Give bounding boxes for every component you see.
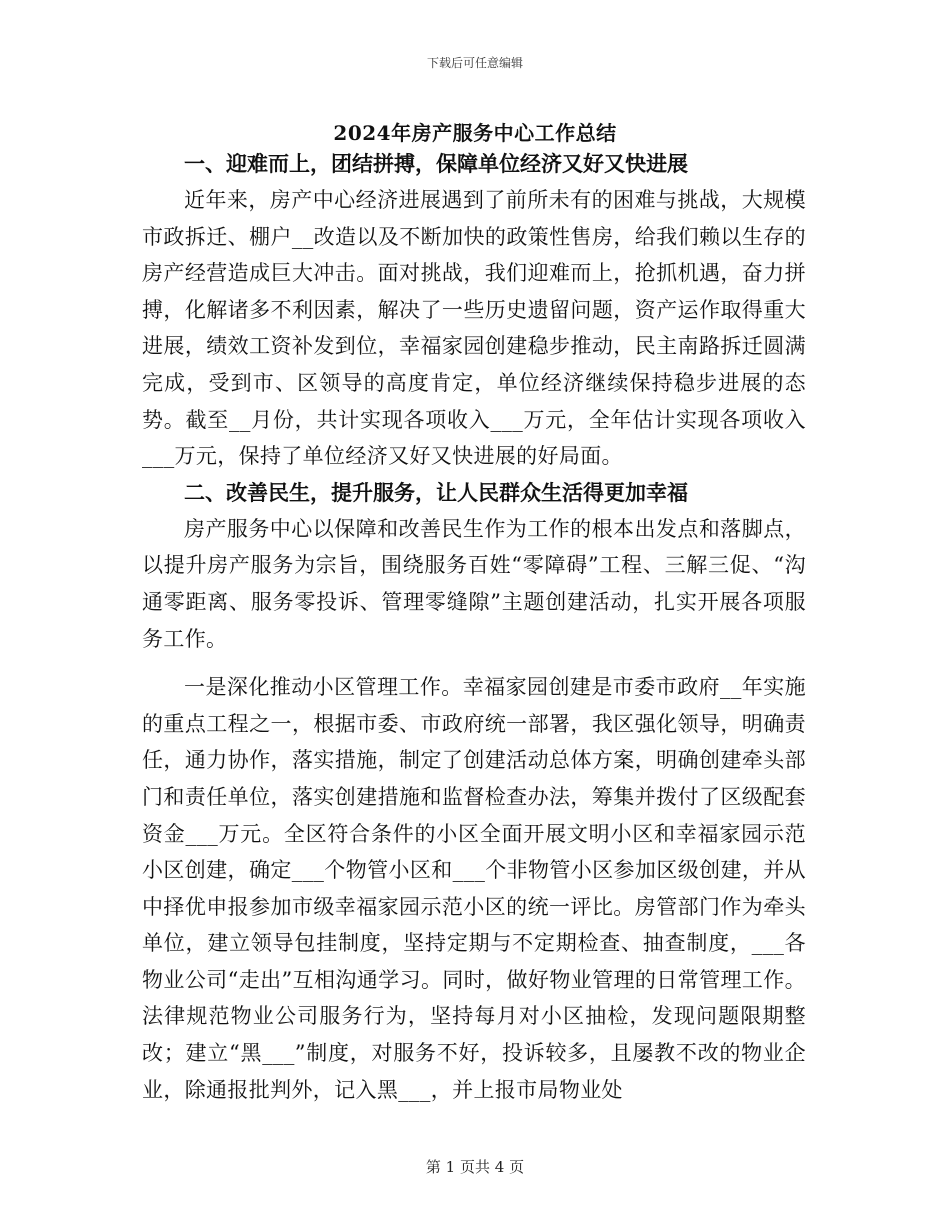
paragraph: 近年来，房产中心经济进展遇到了前所未有的困难与挑战，大规模市政拆迁、棚户__改造以及不断加快的政策性售房，给我们赖以生存的房产经营造成巨大冲击。面对挑战，我们迎难而上，抢抓机遇，奋力拼搏，化解诸多不利因素，解决了一些历史遗留问题，资产运作取得重大进展，绩效工资补发到位，幸福家园创建稳步推动，民主南路拆迁圆满完成，受到市、区领导的高度肯定，单位经济继续保持稳步进展的态势。截至__月份，共计实现各项收入___万元，全年估计实现各项收入___万元，保持了单位经济又好又快进展的好局面。 (142, 188, 806, 469)
paragraph: 房产服务中心以保障和改善民生作为工作的根本出发点和落脚点，以提升房产服务为宗旨，围绕服务百姓“零障碍”工程、三解三促、“沟通零距离、服务零投诉、管理零缝隙”主题创建活动，扎实开展各项服务工作。 (142, 516, 806, 651)
document-body (142, 146, 806, 1108)
paragraph: 一是深化推动小区管理工作。幸福家园创建是市委市政府__年实施的重点工程之一，根据市委、市政府统一部署，我区强化领导，明确责任，通力协作，落实措施，制定了创建活动总体方案，明确创建牵头部门和责任单位，落实创建措施和监督检查办法，筹集并拨付了区级配套资金___万元。全区符合条件的小区全面开展文明小区和幸福家园示范小区创建，确定___个物管小区和___个非物管小区参加区级创建，并从中择优申报参加市级幸福家园示范小区的统一评比。房管部门作为牵头单位，建立领导包挂制度，坚持定期与不定期检查、抽查制度，___各物业公司“走出”互相沟通学习。同时，做好物业管理的日常管理工作。法律规范物业公司服务行为，坚持每月对小区抽检，发现问题限期整改；建立“黑___”制度，对服务不好，投诉较多，且屡教不改的物业企业，除通报批判外，记入黑___，并上报市局物业处 (142, 675, 806, 1102)
page-footer: 第 1 页共 4 页 (425, 1158, 525, 1176)
header-note: 下载后可任意编辑 (426, 56, 523, 70)
document-title: 2024年房产服务中心工作总结 (333, 121, 617, 145)
section-heading-1: 一、迎难而上，团结拼搏，保障单位经济又好又快进展 (184, 151, 688, 176)
section-heading-2: 二、改善民生，提升服务，让人民群众生活得更加幸福 (184, 479, 688, 505)
